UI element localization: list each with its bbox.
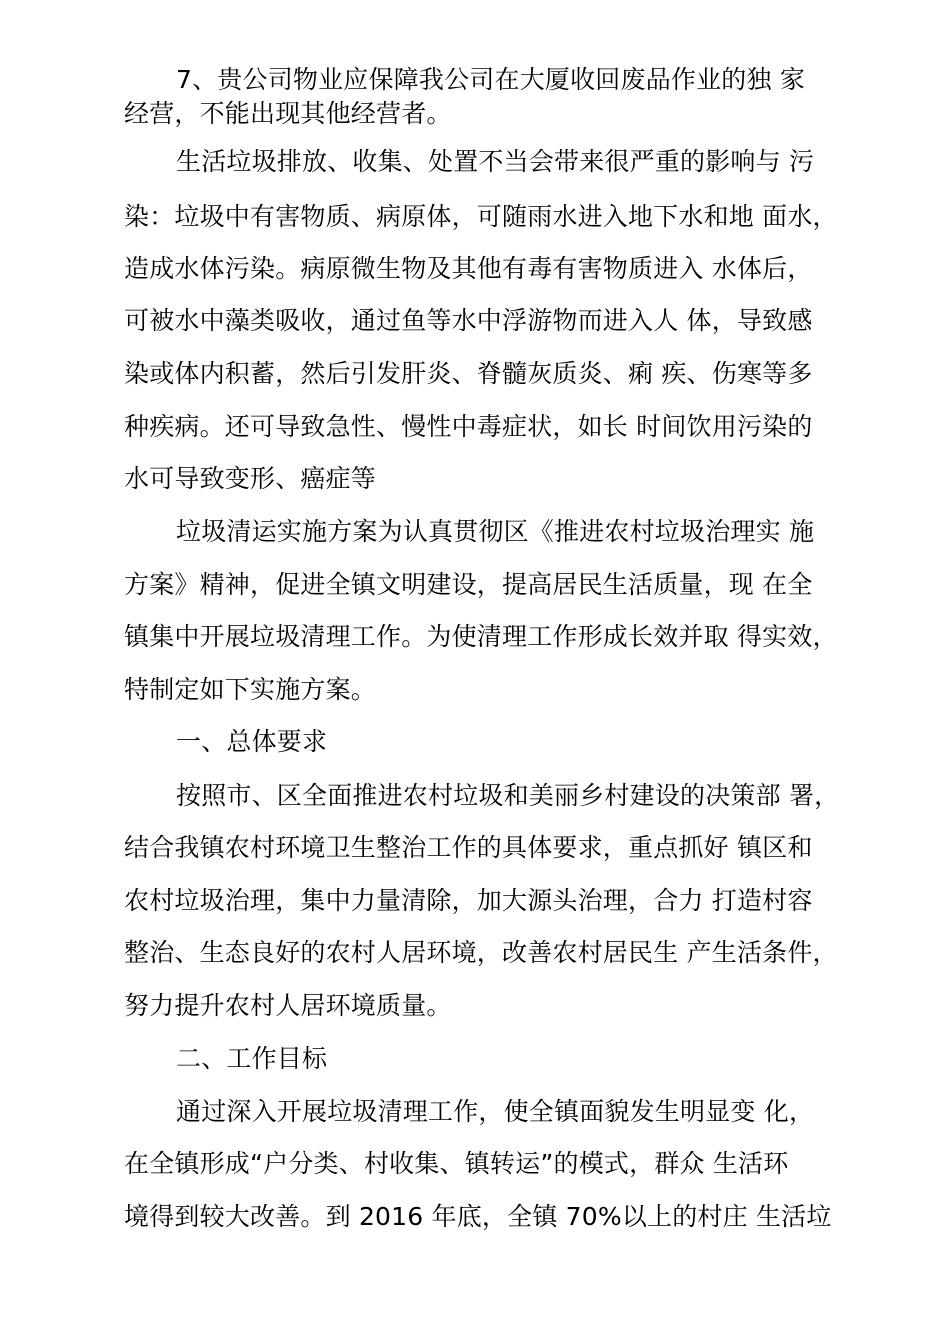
- text-line: 水可导致变形、癌症等: [124, 464, 377, 493]
- text-line: 境得到较大改善。到 2016 年底，全镇 70%以上的村庄 生活垃: [124, 1202, 832, 1231]
- text-line: 结合我镇农村环境卫生整治工作的具体要求，重点抓好 镇区和: [124, 833, 813, 862]
- text-line: 可被水中藻类吸收，通过鱼等水中浮游物而进入人 体，导致感: [124, 306, 813, 335]
- text-line: 种疾病。还可导致急性、慢性中毒症状，如长 时间饮用污染的: [124, 412, 813, 441]
- text-line: 垃圾清运实施方案为认真贯彻区《推进农村垃圾治理实 施: [176, 517, 815, 546]
- text-line: 7、贵公司物业应保障我公司在大厦收回废品作业的独 家: [176, 65, 806, 94]
- text-line: 经营，不能出现其他经营者。: [124, 99, 452, 128]
- text-line: 农村垃圾治理，集中力量清除，加大源头治理，合力 打造村容: [124, 886, 813, 915]
- section-heading: 二、工作目标: [176, 1044, 328, 1073]
- text-line: 特制定如下实施方案。: [124, 675, 377, 704]
- text-line: 生活垃圾排放、收集、处置不当会带来很严重的影响与 污: [176, 147, 815, 176]
- text-line: 在全镇形成“户分类、村收集、镇转运”的模式，群众 生活环: [124, 1149, 789, 1178]
- text-line: 染或体内积蓄，然后引发肝炎、脊髓灰质炎、痢 疾、伤寒等多: [124, 359, 813, 388]
- text-line: 按照市、区全面推进农村垃圾和美丽乡村建设的决策部 署，: [176, 781, 840, 810]
- text-line: 通过深入开展垃圾清理工作，使全镇面貌发生明显变 化，: [176, 1097, 815, 1126]
- text-line: 努力提升农村人居环境质量。: [124, 991, 452, 1020]
- section-heading: 一、总体要求: [176, 727, 328, 756]
- text-line: 染：垃圾中有害物质、病原体，可随雨水进入地下水和地 面水，: [124, 202, 838, 231]
- text-line: 方案》精神，促进全镇文明建设，提高居民生活质量，现 在全: [124, 570, 813, 599]
- text-line: 造成水体污染。病原微生物及其他有毒有害物质进入 水体后，: [124, 254, 813, 283]
- text-line: 镇集中开展垃圾清理工作。为使清理工作形成长效并取 得实效，: [124, 622, 838, 651]
- text-line: 整治、生态良好的农村人居环境，改善农村居民生 产生活条件，: [124, 938, 838, 967]
